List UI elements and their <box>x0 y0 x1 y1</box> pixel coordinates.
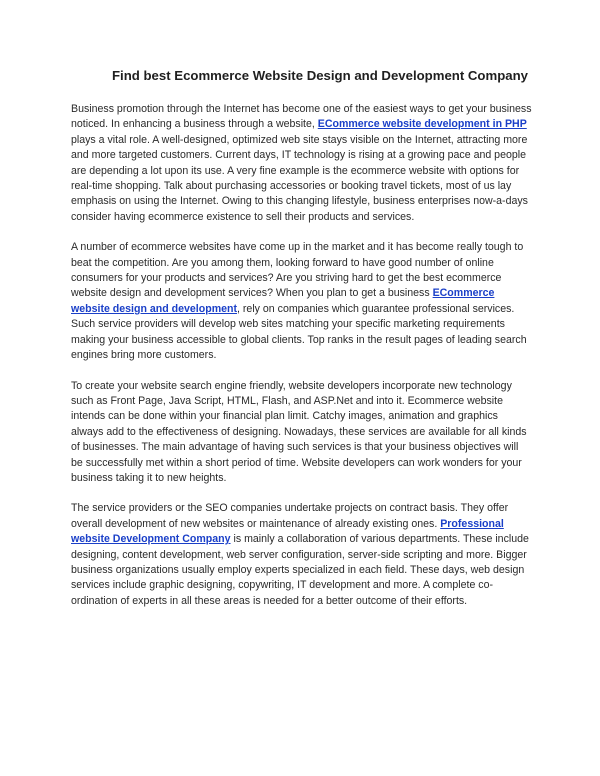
paragraph-1 <box>71 102 533 225</box>
paragraph-4-text-after: is mainly a collaboration of various departments. These include designing, content development, web server configuration, server-side scripting and more. Bigger business organizations usually employ experts specialized in each field. These days, web design services include graphic designing, copywriting, IT development and more. A complete co-ordination of experts in all these areas is needed for a better outcome of their efforts. <box>71 533 529 607</box>
paragraph-2 <box>71 240 533 363</box>
paragraph-1-text-after: plays a vital role. A well-designed, optimized web site stays visible on the Internet, attracting more and more targeted customers. Current days, IT technology is rising at a growing pace and people are depending a lot upon its use. A very fine example is the ecommerce website with options for real-time shopping. Talk about purchasing accessories or booking travel tickets, most of us lay emphasis on using the Internet. Owing to this changing lifestyle, business enterprises now-a-days consider having ecommerce existence to sell their products and services. <box>71 133 528 223</box>
paragraph-1-text-before: Business promotion through the Internet has become one of the easiest ways to get your business noticed. In enhancing a business through a website, <box>71 103 532 131</box>
document-body <box>71 102 533 624</box>
paragraph-2-text-after: , rely on companies which guarantee professional services. Such service providers will develop web sites matching your specific marketing requirements making your business accessible to global clients. Top ranks in the result pages of leading search engines bring more customers. <box>71 302 527 362</box>
ecommerce-php-link[interactable]: ECommerce website development in PHP <box>317 118 527 131</box>
paragraph-4-text-before: The service providers or the SEO companies undertake projects on contract basis. They offer overall development of new websites or maintenance of already existing ones. <box>71 502 509 530</box>
paragraph-2-text-before: A number of ecommerce websites have come up in the market and it has become really tough to beat the competition. Are you among them, looking forward to have good number of online consumers for your products and services? Are you striving hard to get the best ecommerce website design and development services? When you plan to get a business <box>71 241 524 300</box>
paragraph-4 <box>71 501 533 609</box>
paragraph-3: To create your website search engine friendly, website developers incorporate new technology such as Front Page, Java Script, HTML, Flash, and ASP.Net and into it. Ecommerce website intends can be done within your financial plan limit. Catchy images, animation and graphics always add to the effectiveness of designing. Nowadays, these services are available for all kinds of businesses. The main advantage of having such services is that your business objectives will be successfully met within a short period of time. Website developers can work wonders for your business taking it to new heights. <box>71 379 527 484</box>
ecommerce-design-link[interactable]: ECommerce website design and development <box>71 287 495 315</box>
professional-development-link[interactable]: Professional website Development Company <box>71 517 504 546</box>
document-title: Find best Ecommerce Website Design and Development Company <box>112 68 528 83</box>
